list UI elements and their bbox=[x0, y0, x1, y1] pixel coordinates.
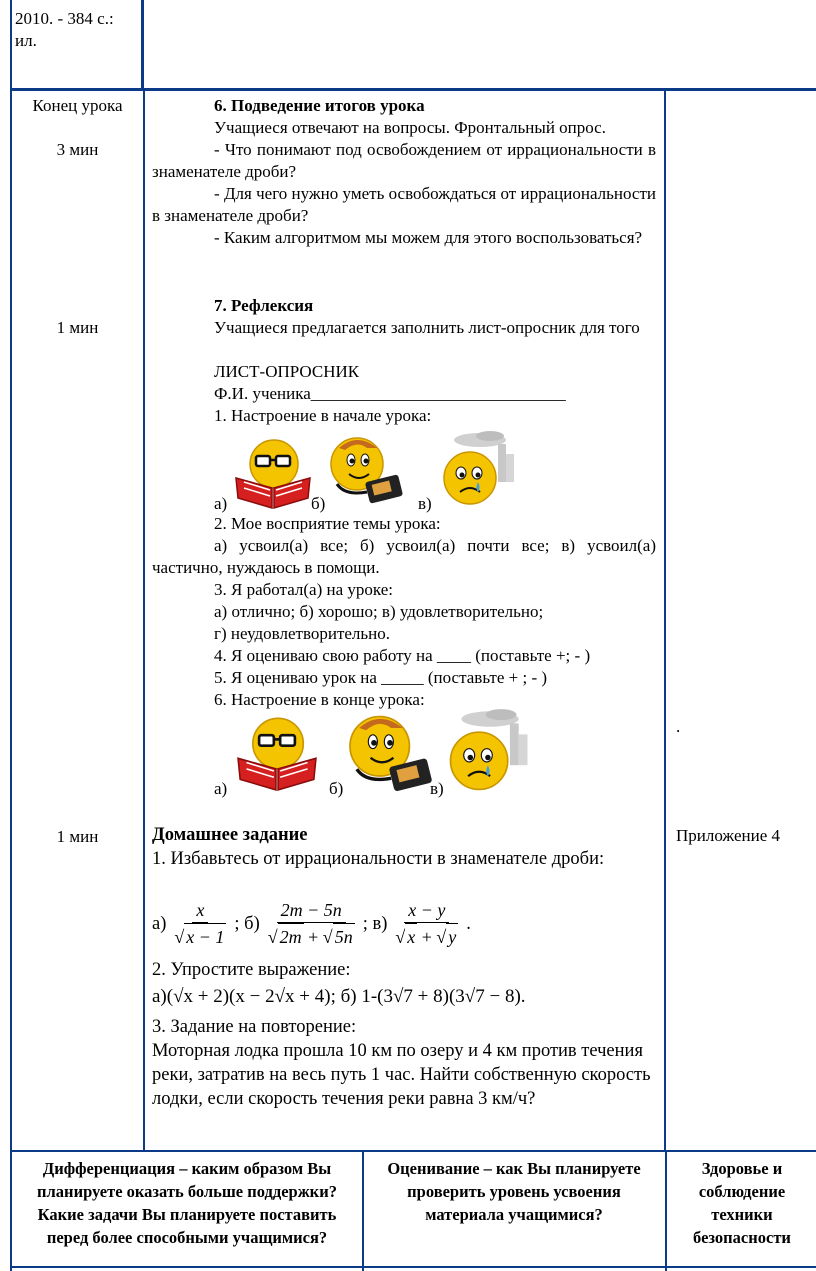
radicand: 2m bbox=[278, 923, 304, 950]
summary-question: - Каким алгоритмом мы можем для этого воспользоваться? bbox=[214, 228, 643, 247]
option-label: в) bbox=[430, 779, 444, 798]
period: . bbox=[466, 914, 471, 934]
table-border bbox=[143, 88, 145, 1151]
questionnaire-text: г) неудовлетворительно. bbox=[214, 624, 391, 643]
questionnaire-item: 5. Я оцениваю урок на _____ (поставьте + ; - ) bbox=[214, 668, 548, 687]
radicand: 5n bbox=[333, 923, 355, 950]
questionnaire-title: ЛИСТ-ОПРОСНИК bbox=[214, 362, 360, 381]
homework-heading: Домашнее задание bbox=[152, 825, 308, 845]
table-border bbox=[141, 0, 144, 90]
student-name-field: Ф.И. ученика______________________________ bbox=[214, 384, 566, 403]
radicand: x − 1 bbox=[184, 923, 226, 950]
summary-heading: 6. Подведение итогов урока bbox=[214, 96, 425, 115]
table-border-left-top bbox=[10, 0, 12, 90]
option-label: в) bbox=[418, 494, 432, 513]
plus-sign: + bbox=[417, 927, 437, 947]
table-border bbox=[10, 88, 12, 1271]
sad-smiley-icon bbox=[446, 708, 532, 796]
table-border bbox=[10, 1266, 816, 1268]
table-border bbox=[10, 88, 816, 91]
item-label: а) bbox=[152, 914, 167, 934]
option-label: б) bbox=[329, 779, 344, 798]
separator: ; в) bbox=[362, 914, 388, 934]
time-1min: 1 мин bbox=[56, 318, 99, 337]
option-label: а) bbox=[214, 494, 228, 513]
phone-smiley-icon bbox=[327, 434, 405, 504]
differentiation-header: Дифференциация – каким образом Вы планируете оказать больше поддержки? Какие задачи Вы планируете поставить перед более способными учащимися? bbox=[37, 1159, 337, 1247]
questionnaire-item: 1. Настроение в начале урока: bbox=[214, 406, 432, 425]
plus-sign: + bbox=[303, 927, 323, 947]
table-border bbox=[664, 88, 666, 1151]
dot-mark: . bbox=[676, 717, 681, 736]
option-label: б) bbox=[311, 494, 326, 513]
assessment-header: Оценивание – как Вы планируете проверить уровень усвоения материала учащимися? bbox=[387, 1159, 641, 1224]
separator: ; б) bbox=[234, 914, 260, 934]
questionnaire-item: 2. Мое восприятие темы урока: bbox=[214, 514, 441, 533]
word-problem: Моторная лодка прошла 10 км по озеру и 4 км против течения реки, затратив на весь путь 1 час. Найти собственную скорость лодки, если скорость течения реки равна 3 км/ч? bbox=[152, 1041, 651, 1109]
denominator: √ x + √ y bbox=[391, 923, 462, 950]
fraction bbox=[170, 898, 230, 950]
radicand: y bbox=[446, 923, 458, 950]
phone-smiley-icon bbox=[345, 712, 435, 792]
numerator: 2m − 5n bbox=[277, 898, 346, 923]
denominator: √ 2m + √ 5n bbox=[264, 923, 359, 950]
radicand: x bbox=[405, 923, 417, 950]
reading-smiley-icon bbox=[228, 712, 326, 792]
summary-question: - Что понимают под освобождением от иррациональности в знаменателе дроби? bbox=[152, 140, 656, 181]
table-border bbox=[10, 1150, 816, 1152]
sad-smiley-icon bbox=[440, 430, 518, 510]
fraction-expressions bbox=[152, 896, 471, 952]
homework-task: 1. Избавьтесь от иррациональности в знаменателе дроби: bbox=[152, 849, 605, 869]
reference-text: 2010. - 384 с.: ил. bbox=[15, 9, 114, 50]
fraction bbox=[391, 898, 462, 950]
numerator: x bbox=[192, 898, 208, 923]
simplify-expression: а)(√x + 2)(x − 2√x + 4); б) 1-(3√7 + 8)(3√7 − 8). bbox=[152, 986, 526, 1007]
questionnaire-item: 3. Я работал(а) на уроке: bbox=[214, 580, 393, 599]
reflection-intro: Учащиеся предлагается заполнить лист-опросник для того bbox=[214, 318, 640, 337]
stage-end-label: Конец урока bbox=[32, 96, 123, 115]
appendix-reference: Приложение 4 bbox=[676, 826, 780, 845]
questionnaire-item: 6. Настроение в конце урока: bbox=[214, 690, 425, 709]
fraction bbox=[264, 898, 359, 950]
reading-smiley-icon bbox=[232, 434, 314, 510]
questionnaire-text: а) усвоил(а) все; б) усвоил(а) почти все; в) усвоил(а) частично, нуждаюсь в помощи. bbox=[152, 536, 656, 577]
time-1min: 1 мин bbox=[56, 827, 99, 846]
table-border bbox=[362, 1150, 364, 1271]
reflection-heading: 7. Рефлексия bbox=[214, 296, 314, 315]
table-border bbox=[665, 1150, 667, 1271]
questionnaire-item: 4. Я оцениваю свою работу на ____ (поставьте +; - ) bbox=[214, 646, 591, 665]
summary-question: - Для чего нужно уметь освобождаться от иррациональности в знаменателе дроби? bbox=[152, 184, 656, 225]
option-label: а) bbox=[214, 779, 228, 798]
summary-intro: Учащиеся отвечают на вопросы. Фронтальный опрос. bbox=[214, 118, 606, 137]
numerator: x − y bbox=[404, 898, 449, 923]
health-safety-header: Здоровье и соблюдение техники безопасности bbox=[693, 1159, 791, 1247]
homework-task: 3. Задание на повторение: bbox=[152, 1017, 357, 1037]
time-3min: 3 мин bbox=[56, 140, 99, 159]
denominator: √ x − 1 bbox=[170, 923, 230, 950]
homework-task: 2. Упростите выражение: bbox=[152, 960, 351, 980]
questionnaire-text: а) отлично; б) хорошо; в) удовлетворительно; bbox=[214, 602, 544, 621]
